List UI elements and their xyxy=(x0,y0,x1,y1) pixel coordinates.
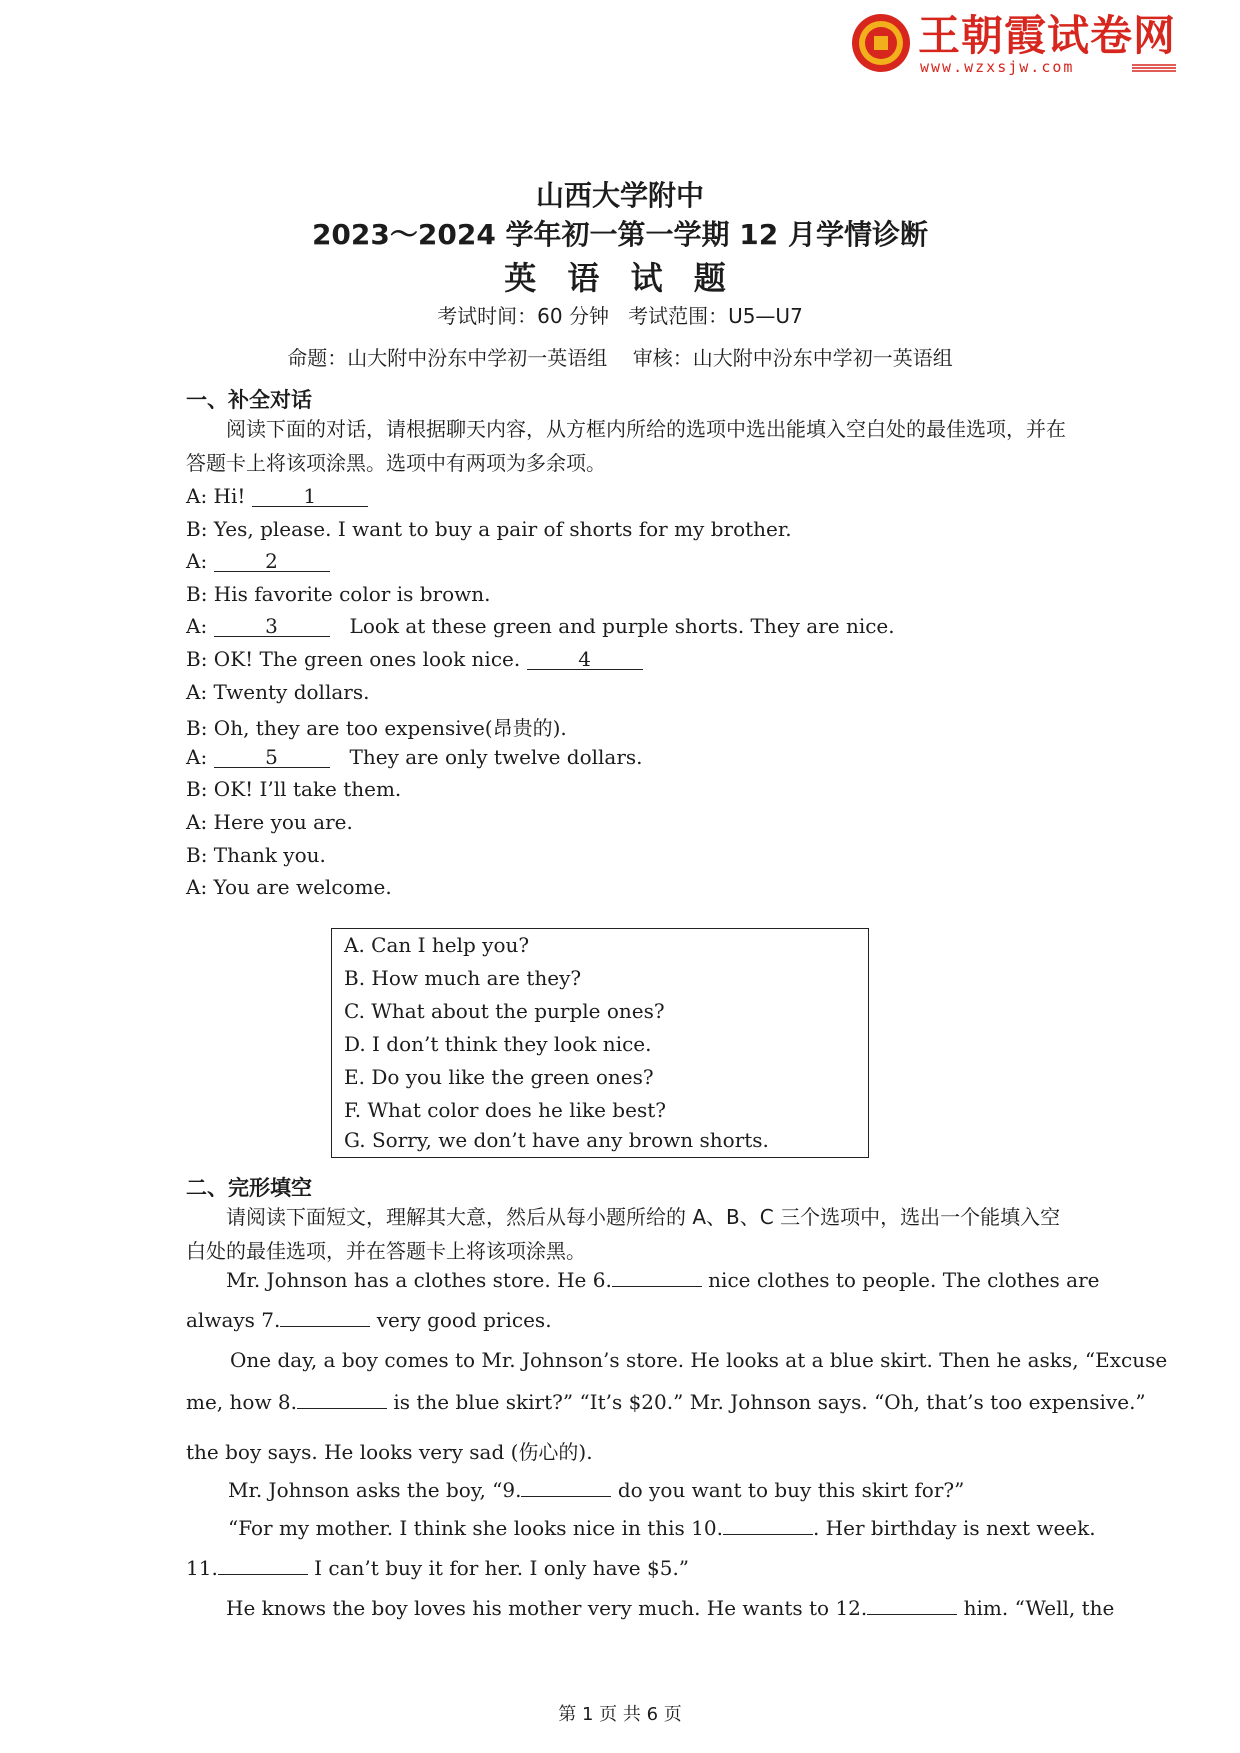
passage-line-4 xyxy=(186,1390,1146,1414)
dialog-speaker: A: xyxy=(186,679,208,704)
dialog-text: Thank you. xyxy=(213,842,326,867)
passage-text: I can’t buy it for her. I only have $5.” xyxy=(314,1556,690,1580)
dialog-line xyxy=(186,680,369,704)
passage-line-8 xyxy=(186,1556,689,1580)
dialog-line xyxy=(186,745,643,769)
dialog-speaker: B: xyxy=(186,516,208,541)
blank-7[interactable] xyxy=(280,1326,370,1327)
passage-text: me, how 8. xyxy=(186,1390,297,1414)
dialog-line xyxy=(186,614,895,638)
passage-line-3 xyxy=(186,1348,1168,1372)
blank-10[interactable] xyxy=(723,1534,813,1535)
dialog-speaker: B: xyxy=(186,716,208,741)
authors-info: 命题：山大附中汾东中学初一英语组 审核：山大附中汾东中学初一英语组 xyxy=(287,346,953,370)
subject-title: 英 语 试 题 xyxy=(504,259,736,297)
blank-1[interactable]: 1 xyxy=(252,486,368,507)
passage-line-9 xyxy=(186,1596,1115,1620)
dialog-line xyxy=(186,647,643,671)
passage-line-7 xyxy=(186,1516,1096,1540)
dialog-speaker: B: xyxy=(186,842,208,867)
section2-heading: 二、完形填空 xyxy=(186,1176,312,1200)
blank-9[interactable] xyxy=(521,1496,611,1497)
passage-text: He knows the boy loves his mother very much. He wants to 12. xyxy=(226,1596,868,1620)
passage-text: is the blue skirt?” “It’s $20.” Mr. Johnson says. “Oh, that’s too expensive.” xyxy=(393,1390,1146,1414)
dialog-line xyxy=(186,549,330,573)
blank-4[interactable]: 4 xyxy=(527,649,643,670)
passage-text: always 7. xyxy=(186,1308,281,1332)
section1-heading: 一、补全对话 xyxy=(186,388,312,412)
dialog-speaker: A: xyxy=(186,484,208,508)
passage-text: . Her birthday is next week. xyxy=(812,1516,1096,1540)
dialog-text: OK! The green ones look nice. xyxy=(213,647,521,671)
dialog-text: You are welcome. xyxy=(213,875,392,900)
passage-text: nice clothes to people. The clothes are xyxy=(708,1268,1100,1292)
logo-name: 王朝霞试卷网 xyxy=(918,11,1177,60)
dialog-line xyxy=(186,810,353,834)
options-box xyxy=(331,928,869,1158)
passage-text: do you want to buy this skirt for?” xyxy=(617,1478,965,1502)
dialog-speaker: B: xyxy=(186,777,208,802)
dialog-line xyxy=(186,712,567,741)
decorative-lines-icon xyxy=(1132,64,1176,72)
dialog-speaker: A: xyxy=(186,875,208,900)
option-d: D. I don’t think they look nice. xyxy=(344,1032,652,1056)
dialog-text: Yes, please. I want to buy a pair of shorts for my brother. xyxy=(213,516,792,541)
passage-line-5 xyxy=(186,1436,593,1465)
passage-text: the boy says. He looks very sad (伤心的). xyxy=(186,1440,593,1464)
passage-text: very good prices. xyxy=(376,1308,552,1332)
seal-icon xyxy=(850,12,912,74)
dialog-text: His favorite color is brown. xyxy=(213,581,491,606)
passage-text: Mr. Johnson asks the boy, “9. xyxy=(228,1478,522,1502)
option-c: C. What about the purple ones? xyxy=(344,999,665,1023)
option-b: B. How much are they? xyxy=(344,966,582,990)
passage-text: 11. xyxy=(186,1556,218,1580)
dialog-text: Here you are. xyxy=(213,810,353,834)
dialog-line xyxy=(186,875,392,899)
section1-instructions: 阅读下面的对话，请根据聊天内容，从方框内所给的选项中选出能填入空白处的最佳选项，并在答题卡上将该项涂黑。选项中有两项为多余项。 xyxy=(186,417,1066,475)
term-title: 2023～2024 学年初一第一学期 12 月学情诊断 xyxy=(311,218,929,251)
dialog-speaker: A: xyxy=(186,614,208,639)
dialog-line xyxy=(186,484,368,508)
dialog-speaker: B: xyxy=(186,647,208,671)
dialog-speaker: B: xyxy=(186,581,208,606)
dialog-text: They are only twelve dollars. xyxy=(349,744,643,769)
site-logo xyxy=(850,12,1180,74)
passage-text: Mr. Johnson has a clothes store. He 6. xyxy=(226,1268,612,1292)
dialog-line xyxy=(186,843,326,867)
blank-11[interactable] xyxy=(218,1574,308,1575)
blank-5[interactable]: 5 xyxy=(214,747,330,768)
dialog-line xyxy=(186,582,491,606)
logo-url[interactable]: www.wzxsjw.com xyxy=(920,58,1075,76)
blank-6[interactable] xyxy=(612,1286,702,1287)
option-g: G. Sorry, we don’t have any brown shorts. xyxy=(344,1128,769,1152)
dialog-speaker: A: xyxy=(186,744,208,769)
passage-line-6 xyxy=(186,1478,964,1502)
section2-instructions: 请阅读下面短文，理解其大意，然后从每小题所给的 A、B、C 三个选项中，选出一个能填入空白处的最佳选项，并在答题卡上将该项涂黑。 xyxy=(186,1205,1061,1263)
school-title: 山西大学附中 xyxy=(535,179,704,212)
dialog-speaker: A: xyxy=(186,810,208,834)
passage-text: One day, a boy comes to Mr. Johnson’s store. He looks at a blue skirt. Then he asks, “Excuse xyxy=(230,1348,1168,1372)
dialog-text: Oh, they are too expensive(昂贵的). xyxy=(213,716,567,741)
blank-3[interactable]: 3 xyxy=(214,616,330,637)
option-f: F. What color does he like best? xyxy=(344,1098,666,1122)
passage-line-2 xyxy=(186,1308,552,1332)
dialog-line xyxy=(186,517,792,541)
passage-text: “For my mother. I think she looks nice in this 10. xyxy=(228,1516,723,1540)
dialog-line xyxy=(186,777,401,801)
blank-8[interactable] xyxy=(297,1408,387,1409)
blank-2[interactable]: 2 xyxy=(214,551,330,572)
exam-info: 考试时间：60 分钟 考试范围：U5—U7 xyxy=(437,304,803,328)
option-e: E. Do you like the green ones? xyxy=(344,1065,654,1089)
passage-line-1 xyxy=(186,1268,1100,1292)
dialog-text: Twenty dollars. xyxy=(213,679,370,704)
passage-text: him. “Well, the xyxy=(963,1596,1115,1620)
page-footer: 第 1 页 共 6 页 xyxy=(558,1704,682,1725)
dialog-text: Hi! xyxy=(213,484,246,508)
option-a: A. Can I help you? xyxy=(344,933,530,957)
dialog-speaker: A: xyxy=(186,549,208,574)
dialog-text: OK! I’ll take them. xyxy=(213,777,402,802)
dialog-text: Look at these green and purple shorts. They are nice. xyxy=(349,614,895,639)
blank-12[interactable] xyxy=(867,1614,957,1615)
